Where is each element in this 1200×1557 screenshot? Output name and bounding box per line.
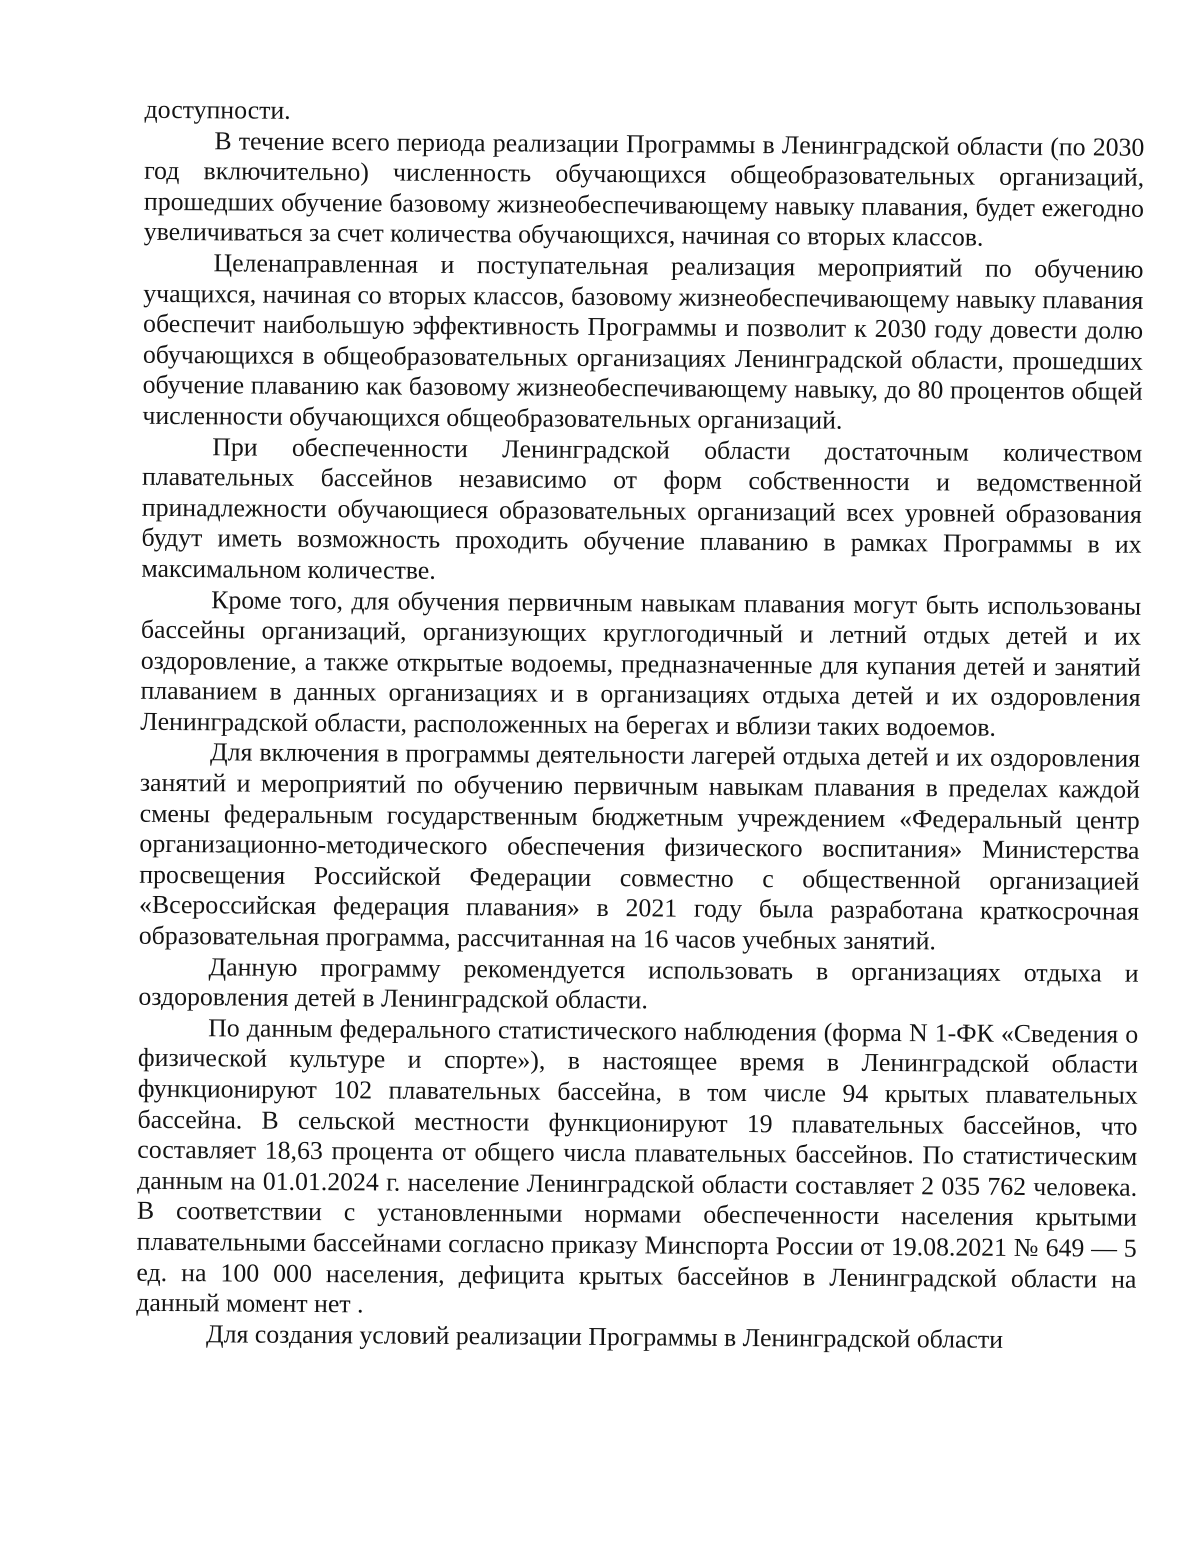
paragraph-camp-pools: Кроме того, для обучения первичным навыкам плавания могут быть использованы бассейны организаций, организующих круглогодичный и летний отдых детей и их оздоровление, а также открытые водоемы, предназначенные для купания детей и занятий плаванием в данных организациях и в организациях отдыха детей и их оздоровления Ленинградской области, расположенных на берегах и вблизи таких водоемов. [140, 584, 1142, 742]
paragraph-pool-provision: При обеспеченности Ленинградской области достаточным количеством плавательных бассейнов независимо от форм собственности и ведомственной принадлежности обучающиеся образовательных организаций всех уровней образования будут иметь возможность проходить обучение плаванию в рамках Программы в их максимальном количестве. [141, 431, 1143, 585]
paragraph-recommendation: Данную программу рекомендуется использовать в организациях отдыха и оздоровления детей в Ленинградской области. [138, 951, 1139, 1015]
paragraph-program-period: В течение всего периода реализации Программы в Ленинградской области (по 2030 год включительно) численность обучающихся общеобразовательных организаций, прошедших обучение базовому жизнеобеспечивающему навыку плавания, будет ежегодно увеличиваться за счет количества обучающихся, начиная со вторых классов. [143, 125, 1145, 253]
paragraph-availability-fragment: доступности. [144, 94, 291, 125]
paragraph-targeted-implementation: Целенаправленная и поступательная реализация мероприятий по обучению учащихся, начиная со вторых классов, базовому жизнеобеспечивающему навыку плавания обеспечит наибольшую эффективность Программы и позволит к 2030 году довести долю обучающихся в общеобразовательных организациях Ленинградской области, прошедших обучение плаванию как базовому жизнеобеспечивающему навыку, до 80 процентов общей численности обучающихся общеобразовательных организаций. [142, 248, 1144, 435]
document-body [136, 95, 1145, 1356]
paragraph-statistics: По данным федерального статистического наблюдения (форма N 1-ФК «Сведения о физической культуре и спорте»), в настоящее время в Ленинградской области функционируют 102 плавательных бассейна, в том числе 94 крытых плавательных бассейна. В сельской местности функционируют 19 плавательных бассейнов, что составляет 18,63 процента от общего числа плавательных бассейнов. По статистическим данным на 01.01.2024 г. население Ленинградской области составляет 2 035 762 человека. В соответствии с установленными нормами обеспеченности населения крытыми плавательными бассейнами согласно приказу Минспорта России от 19.08.2021 № 649 — 5 ед. на 100 000 населения, дефицита крытых бассейнов в Ленинградской области на данный момент нет . [136, 1013, 1139, 1319]
paragraph-conditions-fragment: Для создания условий реализации Программы в Ленинградской области [205, 1319, 1004, 1354]
paragraph-short-term-program: Для включения в программы деятельности лагерей отдыха детей и их оздоровления занятий и мероприятий по обучению первичным навыкам плавания в пределах каждой смены федеральным государственным бюджетным учреждением «Федеральный центр организационно-методического обеспечения физического воспитания» Министерства просвещения Российской Федерации совместно с общественной организацией «Всероссийская федерация плавания» в 2021 году была разработана краткосрочная образовательная программа, рассчитанная на 16 часов учебных занятий. [138, 737, 1141, 956]
